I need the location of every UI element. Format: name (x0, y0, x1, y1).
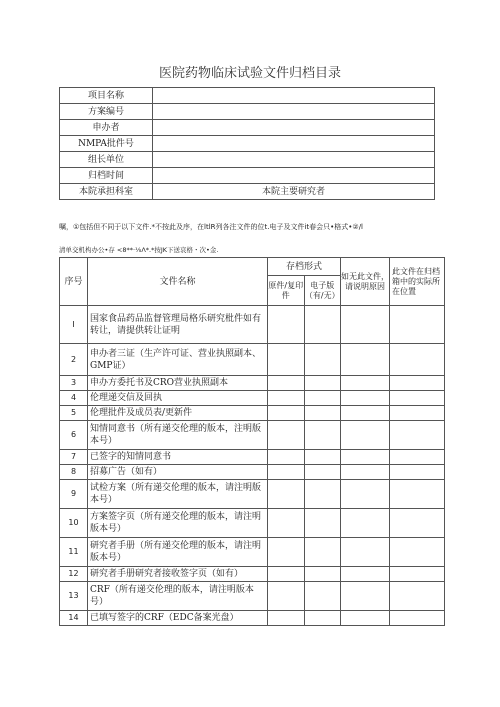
table-row (60, 450, 445, 465)
original-copy-cell[interactable] (268, 582, 305, 611)
row-number: I (60, 306, 88, 344)
table-row (60, 538, 445, 567)
header-format: 存档形式 (268, 258, 341, 276)
file-name: 申办方委托书及CRO营业执照副本 (88, 376, 268, 391)
electronic-cell[interactable] (304, 376, 341, 391)
archive-file-table (59, 257, 445, 626)
row-number: 8 (60, 465, 88, 480)
file-name: 伦理批件及成员表/更新件 (88, 406, 268, 421)
original-copy-cell[interactable] (268, 567, 305, 582)
original-copy-cell[interactable] (268, 509, 305, 538)
reason-cell[interactable] (341, 567, 390, 582)
row-number: 10 (60, 509, 88, 538)
reason-cell[interactable] (341, 582, 390, 611)
reason-cell[interactable] (341, 391, 390, 406)
reason-cell[interactable] (341, 450, 390, 465)
original-copy-cell[interactable] (268, 344, 305, 376)
reason-cell[interactable] (341, 611, 390, 626)
original-copy-cell[interactable] (268, 611, 305, 626)
reason-cell[interactable] (341, 538, 390, 567)
reason-cell[interactable] (341, 509, 390, 538)
table-row (60, 344, 445, 376)
location-cell[interactable] (390, 306, 445, 344)
file-name: 已签字的知情同意书 (88, 450, 268, 465)
electronic-cell[interactable] (304, 344, 341, 376)
location-cell[interactable] (390, 406, 445, 421)
table-row (60, 480, 445, 509)
location-cell[interactable] (390, 344, 445, 376)
electronic-cell[interactable] (304, 391, 341, 406)
info-row (60, 88, 435, 104)
info-row (60, 120, 435, 136)
reason-cell[interactable] (341, 421, 390, 450)
file-name: 知情同意书（所有递交伦理的版本，注明版本号） (88, 421, 268, 450)
electronic-cell[interactable] (304, 509, 341, 538)
location-cell[interactable] (390, 538, 445, 567)
file-name: 试检方案（所有递交伦理的版本，请注明版本号） (88, 480, 268, 509)
file-name: 申办者三证（生产许可证、营业执照副本、GMP证） (88, 344, 268, 376)
row-number: 11 (60, 538, 88, 567)
original-copy-cell[interactable] (268, 450, 305, 465)
document-title: 医院药物临床试验文件归档目录 (158, 66, 341, 81)
original-copy-cell[interactable] (268, 465, 305, 480)
location-cell[interactable] (390, 421, 445, 450)
info-row (60, 168, 435, 184)
pi-label: 本院主要研究者 (153, 184, 435, 200)
info-value-cell[interactable] (153, 104, 435, 120)
info-row (60, 104, 435, 120)
header-no: 序号 (60, 258, 88, 306)
row-number: 12 (60, 567, 88, 582)
header-electronic: 电子版（有/无） (304, 276, 341, 306)
info-value-cell[interactable] (153, 136, 435, 152)
info-value-cell[interactable] (153, 152, 435, 168)
electronic-cell[interactable] (304, 538, 341, 567)
reason-cell[interactable] (341, 344, 390, 376)
original-copy-cell[interactable] (268, 421, 305, 450)
header-name: 文件名称 (88, 258, 268, 306)
table-row (60, 509, 445, 538)
info-row (60, 136, 435, 152)
info-label: 归档时间 (60, 168, 153, 184)
table-row (60, 306, 445, 344)
electronic-cell[interactable] (304, 421, 341, 450)
info-row-dept-pi (60, 184, 435, 200)
location-cell[interactable] (390, 376, 445, 391)
header-location: 此文件在归档箱中的实际所在位置 (390, 258, 445, 306)
table-row (60, 421, 445, 450)
info-label: 申办者 (60, 120, 153, 136)
location-cell[interactable] (390, 450, 445, 465)
location-cell[interactable] (390, 611, 445, 626)
electronic-cell[interactable] (304, 306, 341, 344)
info-label: 项目名称 (60, 88, 153, 104)
file-name: CRF（所有递交伦理的版本，请注明版本号） (88, 582, 268, 611)
reason-cell[interactable] (341, 406, 390, 421)
file-name: 方案签字页（所有递交伦理的版本，请注明版本号） (88, 509, 268, 538)
header-original-copy: 原件/复印件 (268, 276, 305, 306)
table-row (60, 611, 445, 626)
row-number: 9 (60, 480, 88, 509)
table-row (60, 406, 445, 421)
info-row (60, 152, 435, 168)
table-row (60, 465, 445, 480)
info-value-cell[interactable] (153, 88, 435, 104)
project-info-table (59, 87, 435, 200)
row-number: 6 (60, 421, 88, 450)
file-name: 研究者手册（所有递交伦理的版本，请注明版本号） (88, 538, 268, 567)
location-cell[interactable] (390, 480, 445, 509)
row-number: 5 (60, 406, 88, 421)
electronic-cell[interactable] (304, 611, 341, 626)
location-cell[interactable] (390, 567, 445, 582)
row-number: 7 (60, 450, 88, 465)
row-number: 2 (60, 344, 88, 376)
table-row (60, 376, 445, 391)
original-copy-cell[interactable] (268, 376, 305, 391)
original-copy-cell[interactable] (268, 480, 305, 509)
file-name: 招募广告（如有） (88, 465, 268, 480)
electronic-cell[interactable] (304, 582, 341, 611)
file-name: 伦理递交信及回执 (88, 391, 268, 406)
reason-cell[interactable] (341, 306, 390, 344)
table-row (60, 567, 445, 582)
info-label: 组长单位 (60, 152, 153, 168)
electronic-cell[interactable] (304, 465, 341, 480)
file-name: 国家食品药品监督管理局格乐研究枇件如有转让，请提供转让证明 (88, 306, 268, 344)
info-label: NMPA批件号 (60, 136, 153, 152)
reason-cell[interactable] (341, 480, 390, 509)
info-value-cell[interactable] (153, 168, 435, 184)
table-row (60, 391, 445, 406)
location-cell[interactable] (390, 391, 445, 406)
reason-cell[interactable] (341, 376, 390, 391)
original-copy-cell[interactable] (268, 306, 305, 344)
original-copy-cell[interactable] (268, 391, 305, 406)
location-cell[interactable] (390, 582, 445, 611)
electronic-cell[interactable] (304, 567, 341, 582)
dept-label: 本院承担科室 (60, 184, 153, 200)
row-number: 3 (60, 376, 88, 391)
location-cell[interactable] (390, 465, 445, 480)
info-label: 方案编号 (60, 104, 153, 120)
original-copy-cell[interactable] (268, 538, 305, 567)
row-number: 13 (60, 582, 88, 611)
table-row (60, 582, 445, 611)
header-reason: 如无此文件，请说明原因 (341, 258, 390, 306)
info-value-cell[interactable] (153, 120, 435, 136)
electronic-cell[interactable] (304, 450, 341, 465)
note-line-1: 嘱，①包括但不同于以下文件.*不按此及序，在ltlR列各注文件的位t.电子及文件it春会只•格式•②/l (59, 223, 363, 231)
electronic-cell[interactable] (304, 406, 341, 421)
row-number: 4 (60, 391, 88, 406)
reason-cell[interactable] (341, 465, 390, 480)
original-copy-cell[interactable] (268, 406, 305, 421)
electronic-cell[interactable] (304, 480, 341, 509)
row-number: 14 (60, 611, 88, 626)
note-line-2: 清单交机构办公•存 <8**·⅛Λ*.*按JK下送哀格・次•金. (59, 246, 219, 254)
file-name: 研究者手册研究者接收签字页（如有） (88, 567, 268, 582)
location-cell[interactable] (390, 509, 445, 538)
file-name: 已填写签字的CRF（EDC备案光盘） (88, 611, 268, 626)
